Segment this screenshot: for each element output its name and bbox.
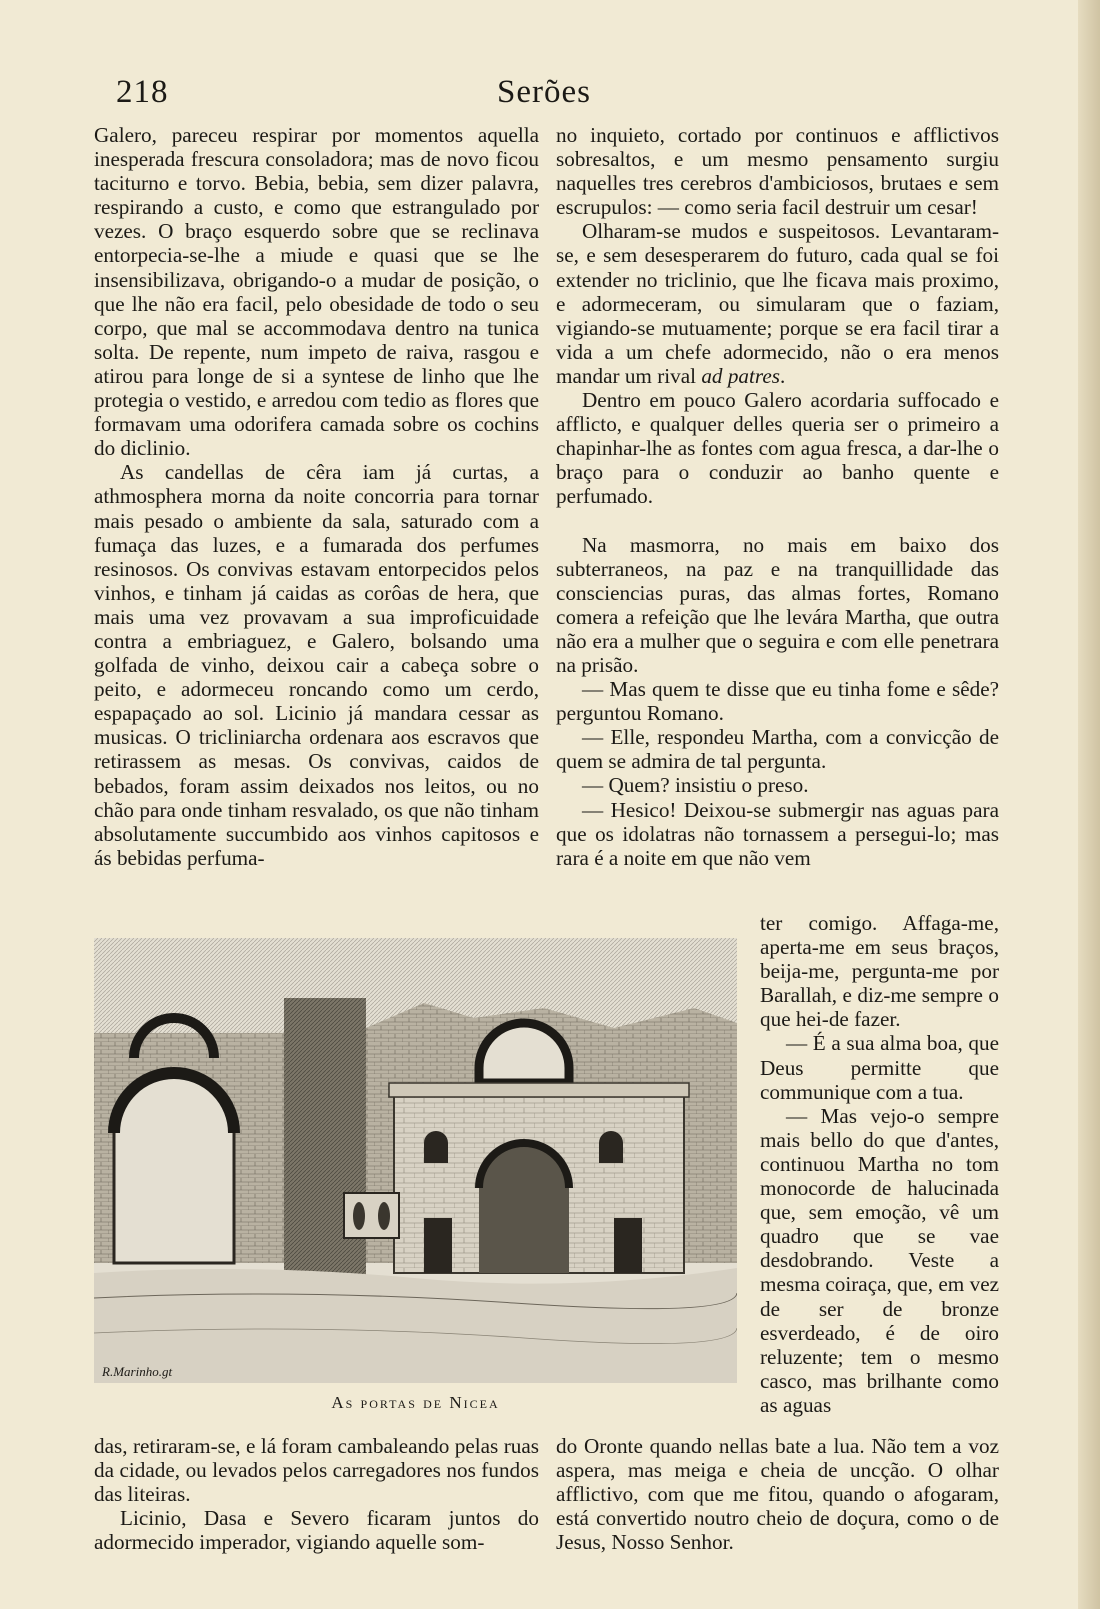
bottom-right-text [556, 1434, 999, 1554]
section-break [556, 509, 999, 533]
figure-caption: As portas de Nicea [331, 1393, 500, 1412]
page-spine-edge [1078, 0, 1100, 1609]
dialogue-line: — Quem? insistiu o preso. [582, 773, 809, 798]
dialogue-line: — Mas quem te disse que eu tinha fome e sêde? perguntou Romano. [556, 677, 999, 726]
dialogue-line: — É a sua alma boa, que Deus permitte que communique com a tua. [760, 1031, 999, 1104]
paragraph: Licinio, Dasa e Severo ficaram juntos do adormecido imperador, vigiando aquelle som- [94, 1506, 539, 1555]
paragraph: Galero, pareceu respirar por momentos aquella inesperada frescura consoladora; mas de novo ficou taciturno e torvo. Bebia, bebia, sem dizer palavra, respirando a custo, e como que estrangulado por vezes. O braço esquerdo sobre que se reclinava entorpecia-se-lhe a miude e quasi que se lhe insensibilizava, obrigando-o a mudar de posição, o que lhe não era facil, pelo obesidade de todo o seu corpo, que mal se accommodava dentro na tunica solta. De repente, num impeto de raiva, rasgou e atirou para longe de si a syntese de linho que lhe protegia o vestido, e arredou com tedio as flores que formavam uma odorifera camada sobre os cochins do diclinio. [94, 123, 539, 461]
left-column [94, 123, 539, 870]
paragraph [556, 219, 999, 388]
dialogue-line: — Hesico! Deixou-se submergir nas aguas para que os idolatras não tornassem a persegui-lo; mas rara é a noite em que não vem [556, 797, 999, 870]
paragraph: ter comigo. Affaga-me, aperta-me em seus braços, beija-me, pergunta-me por Barallah, e diz-me sempre o que hei-de fazer. [760, 911, 999, 1032]
paragraph-text: . [780, 363, 786, 388]
paragraph-text: Olharam-se mudos e suspeitosos. Levantaram-se, e sem desesperarem do futuro, cada qual se foi extender no triclinio, que lhe ficava mais proximo, e adormeceram, ou simularam que o faziam, vigiando-se mutuamente; porque se era facil tirar a vida a um chefe adormecido, não o era menos mandar um rival [556, 219, 999, 388]
paragraph: do Oronte quando nellas bate a lua. Não tem a voz aspera, mas meiga e cheia de uncção. O olhar afflictivo, com que me fitou, quando o afogaram, está convertido noutro cheio de doçura, como o de Jesus, Nosso Senhor. [556, 1434, 999, 1555]
bottom-left-text [94, 1434, 539, 1554]
artist-signature: R.Marinho.gt [102, 1364, 173, 1379]
paragraph: no inquieto, cortado por continuos e afflictivos sobresaltos, e um mesmo pensamento surgiu naquelles tres cerebros d'ambiciosos, brutaes e sem escrupulos: — como seria facil destruir um cesar! [556, 123, 999, 220]
paragraph: Na masmorra, no mais em baixo dos subterraneos, na paz e na tranquillidade das consciencias puras, das almas fortes, Romano comera a refeição que lhe levára Martha, que outra não era a mulher que o seguira e com elle penetrara na prisão. [556, 532, 999, 677]
italic-phrase: ad patres [701, 363, 780, 388]
paragraph: das, retiraram-se, e lá foram cambaleando pelas ruas da cidade, ou levados pelos carregadores nos fundos das liteiras. [94, 1434, 539, 1507]
paragraph: Dentro em pouco Galero acordaria suffocado e afflicto, e qualquer delles queria ser o primeiro a chapinhar-lhe as fontes com agua fresca, a dar-lhe o braço para o conduzir ao banho quente e perfumado. [556, 388, 999, 509]
dialogue-line: — Mas vejo-o sempre mais bello do que d'antes, continuou Martha no tom monocorde de halucinada que, sem emoção, vê um quadro que se vae desdobrando. Veste a mesma coiraça, que, em vez de ser de bronze esverdeado, é de oiro reluzente; tem o mesmo casco, mas brilhante como as aguas [760, 1103, 999, 1417]
paragraph: As candellas de cêra iam já curtas, a athmosphera morna da noite concorria para tornar mais pesado o ambiente da sala, saturado com a fumaça das luzes, e a fumarada dos perfumes resinosos. Os convivas estavam entorpecidos pelos vinhos, e tinham já caidas as corôas de hera, que mais uma vez provavam a sua improficuidade contra a embriaguez, e Galero, bolsando uma golfada de vinho, deixou cair a cabeça sobre o peito, e adormeceu roncando como um cerdo, espapaçado ao sol. Licinio já mandara cessar as musicas. O tricliniarcha ordenara aos escravos que retirassem as mesas. Os convivas, caidos de bebados, foram assim deixados nos leitos, ou no chão para onde tinham resvalado, os que não tinham absolutamente succumbido aos vinhos capitosos e ás bebidas perfuma- [94, 460, 539, 870]
wrapped-text-column [760, 911, 999, 1417]
page-number: 218 [116, 74, 169, 110]
illustration-gates-of-nicea [94, 938, 737, 1383]
right-column [556, 123, 999, 870]
dialogue-line: — Elle, respondeu Martha, com a convicção de quem se admira de tal pergunta. [556, 725, 999, 774]
running-title: Serões [497, 74, 591, 110]
